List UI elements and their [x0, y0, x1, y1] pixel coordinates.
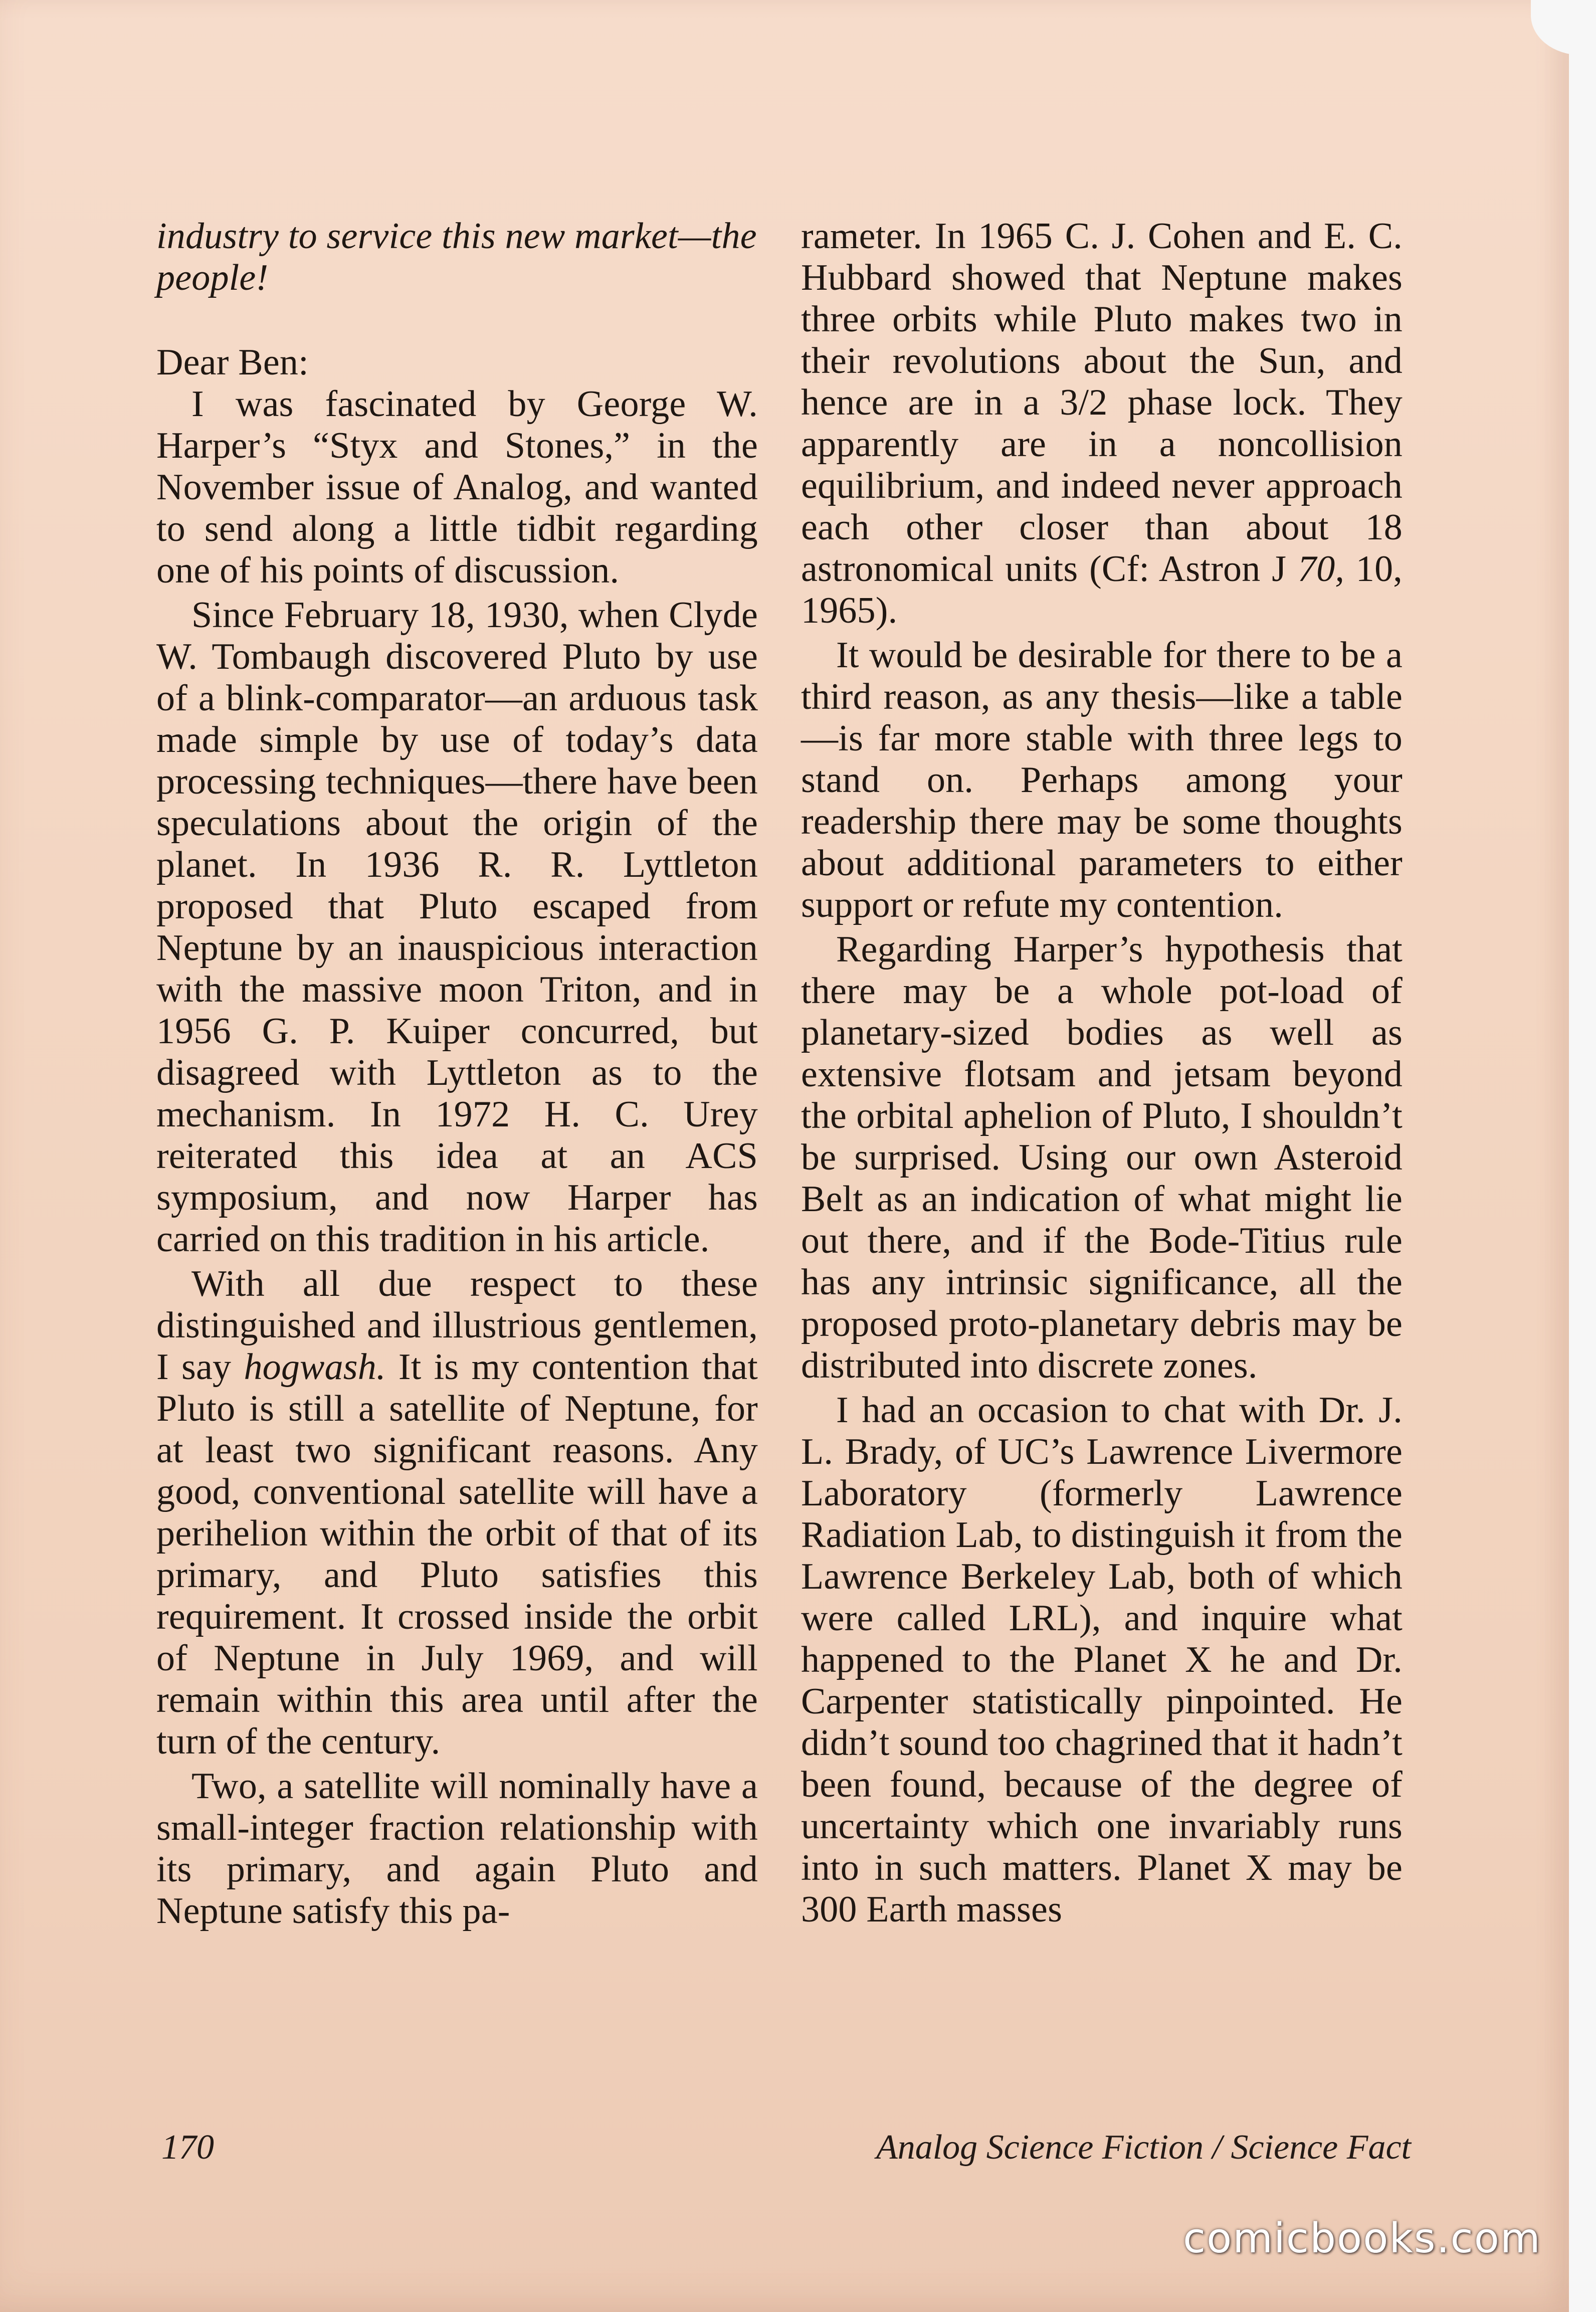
letter-paragraph-1: I was fascinated by George W. Harper’s “Styx and Stones,” in the November issue of Analog, and wanted to send along a little tidbit regarding one of his points of discussion.	[156, 383, 758, 591]
lead-italic-line: industry to service this new market—the people!	[156, 216, 757, 298]
continued-paragraph	[801, 216, 1403, 632]
scan-background-edge	[1569, 0, 1596, 2312]
running-title: Analog Science Fiction / Science Fact	[876, 2128, 1411, 2167]
continued-text-end: 10, 1965).	[801, 548, 1403, 631]
paragraph-text-start: With all due respect to these distinguished and illustrious gentlemen, I say	[156, 1263, 758, 1388]
page-number: 170	[161, 2128, 214, 2167]
right-column	[801, 216, 1403, 1931]
watermark-logo: comicbooks.com	[1183, 2215, 1541, 2262]
letter-paragraph-7: I had an occasion to chat with Dr. J. L. Brady, of UC’s Lawrence Livermore Laboratory (formerly Lawrence Radiation Lab, to distinguish it from the Lawrence Berkeley Lab, both of which were called LRL), and inquire what happened to the Planet X he and Dr. Carpenter statistically pinpointed. He didn’t sound too chagrined that it hadn’t been found, because of the degree of uncertainty which one invariably runs into in such matters. Planet X may be 300 Earth masses	[801, 1390, 1403, 1930]
hogwash-emphasis: hogwash.	[244, 1346, 386, 1388]
letter-paragraph-2: Since February 18, 1930, when Clyde W. Tombaugh discovered Pluto by use of a blink-comparator—an arduous task made simple by use of today’s data processing techniques—there have been speculations about the origin of the planet. In 1936 R. R. Lyttleton proposed that Pluto escaped from Neptune by an inauspicious interaction with the massive moon Triton, and in 1956 G. P. Kuiper concurred, but disagreed with Lyttleton as to the mechanism. In 1972 H. C. Urey reiterated this idea at an ACS symposium, and now Harper has carried on this tradition in his article.	[156, 595, 758, 1260]
letter-paragraph-5: It would be desirable for there to be a third reason, as any thesis—like a table—is far more stable with three legs to stand on. Perhaps among your readership there may be some thoughts about additional parameters to either support or refute my contention.	[801, 635, 1403, 925]
letter-paragraph-6: Regarding Harper’s hypothesis that there may be a whole pot-load of planetary-sized bodies as well as extensive flotsam and jetsam beyond the orbital aphelion of Pluto, I shouldn’t be surprised. Using our own Asteroid Belt as an indication of what might lie out there, and if the Bode-Titius rule has any intrinsic significance, all the proposed proto-planetary debris may be distributed into discrete zones.	[801, 929, 1403, 1386]
continued-text-start: rameter. In 1965 C. J. Cohen and E. C. Hubbard showed that Neptune makes three orbits while Pluto makes two in their revolutions about the Sun, and hence are in a 3/2 phase lock. They apparently are in a noncollision equilibrium, and indeed never approach each other closer than about 18 astronomical units (Cf: Astron J	[801, 216, 1403, 590]
left-column	[156, 216, 758, 1932]
letter-paragraph-3	[156, 1263, 758, 1763]
journal-volume: 70,	[1298, 548, 1345, 590]
salutation: Dear Ben:	[156, 342, 309, 383]
letter-paragraph-4: Two, a satellite will nominally have a small-integer fraction relationship with its primary, and again Pluto and Neptune satisfy this pa-	[156, 1766, 758, 1932]
paragraph-text-end: It is my contention that Pluto is still a satellite of Neptune, for at least two significant reasons. Any good, conventional satellite will have a perihelion within the orbit of that of its primary, and Pluto satisfies this requirement. It crossed inside the orbit of Neptune in July 1969, and will remain within this area until after the turn of the century.	[156, 1346, 758, 1762]
